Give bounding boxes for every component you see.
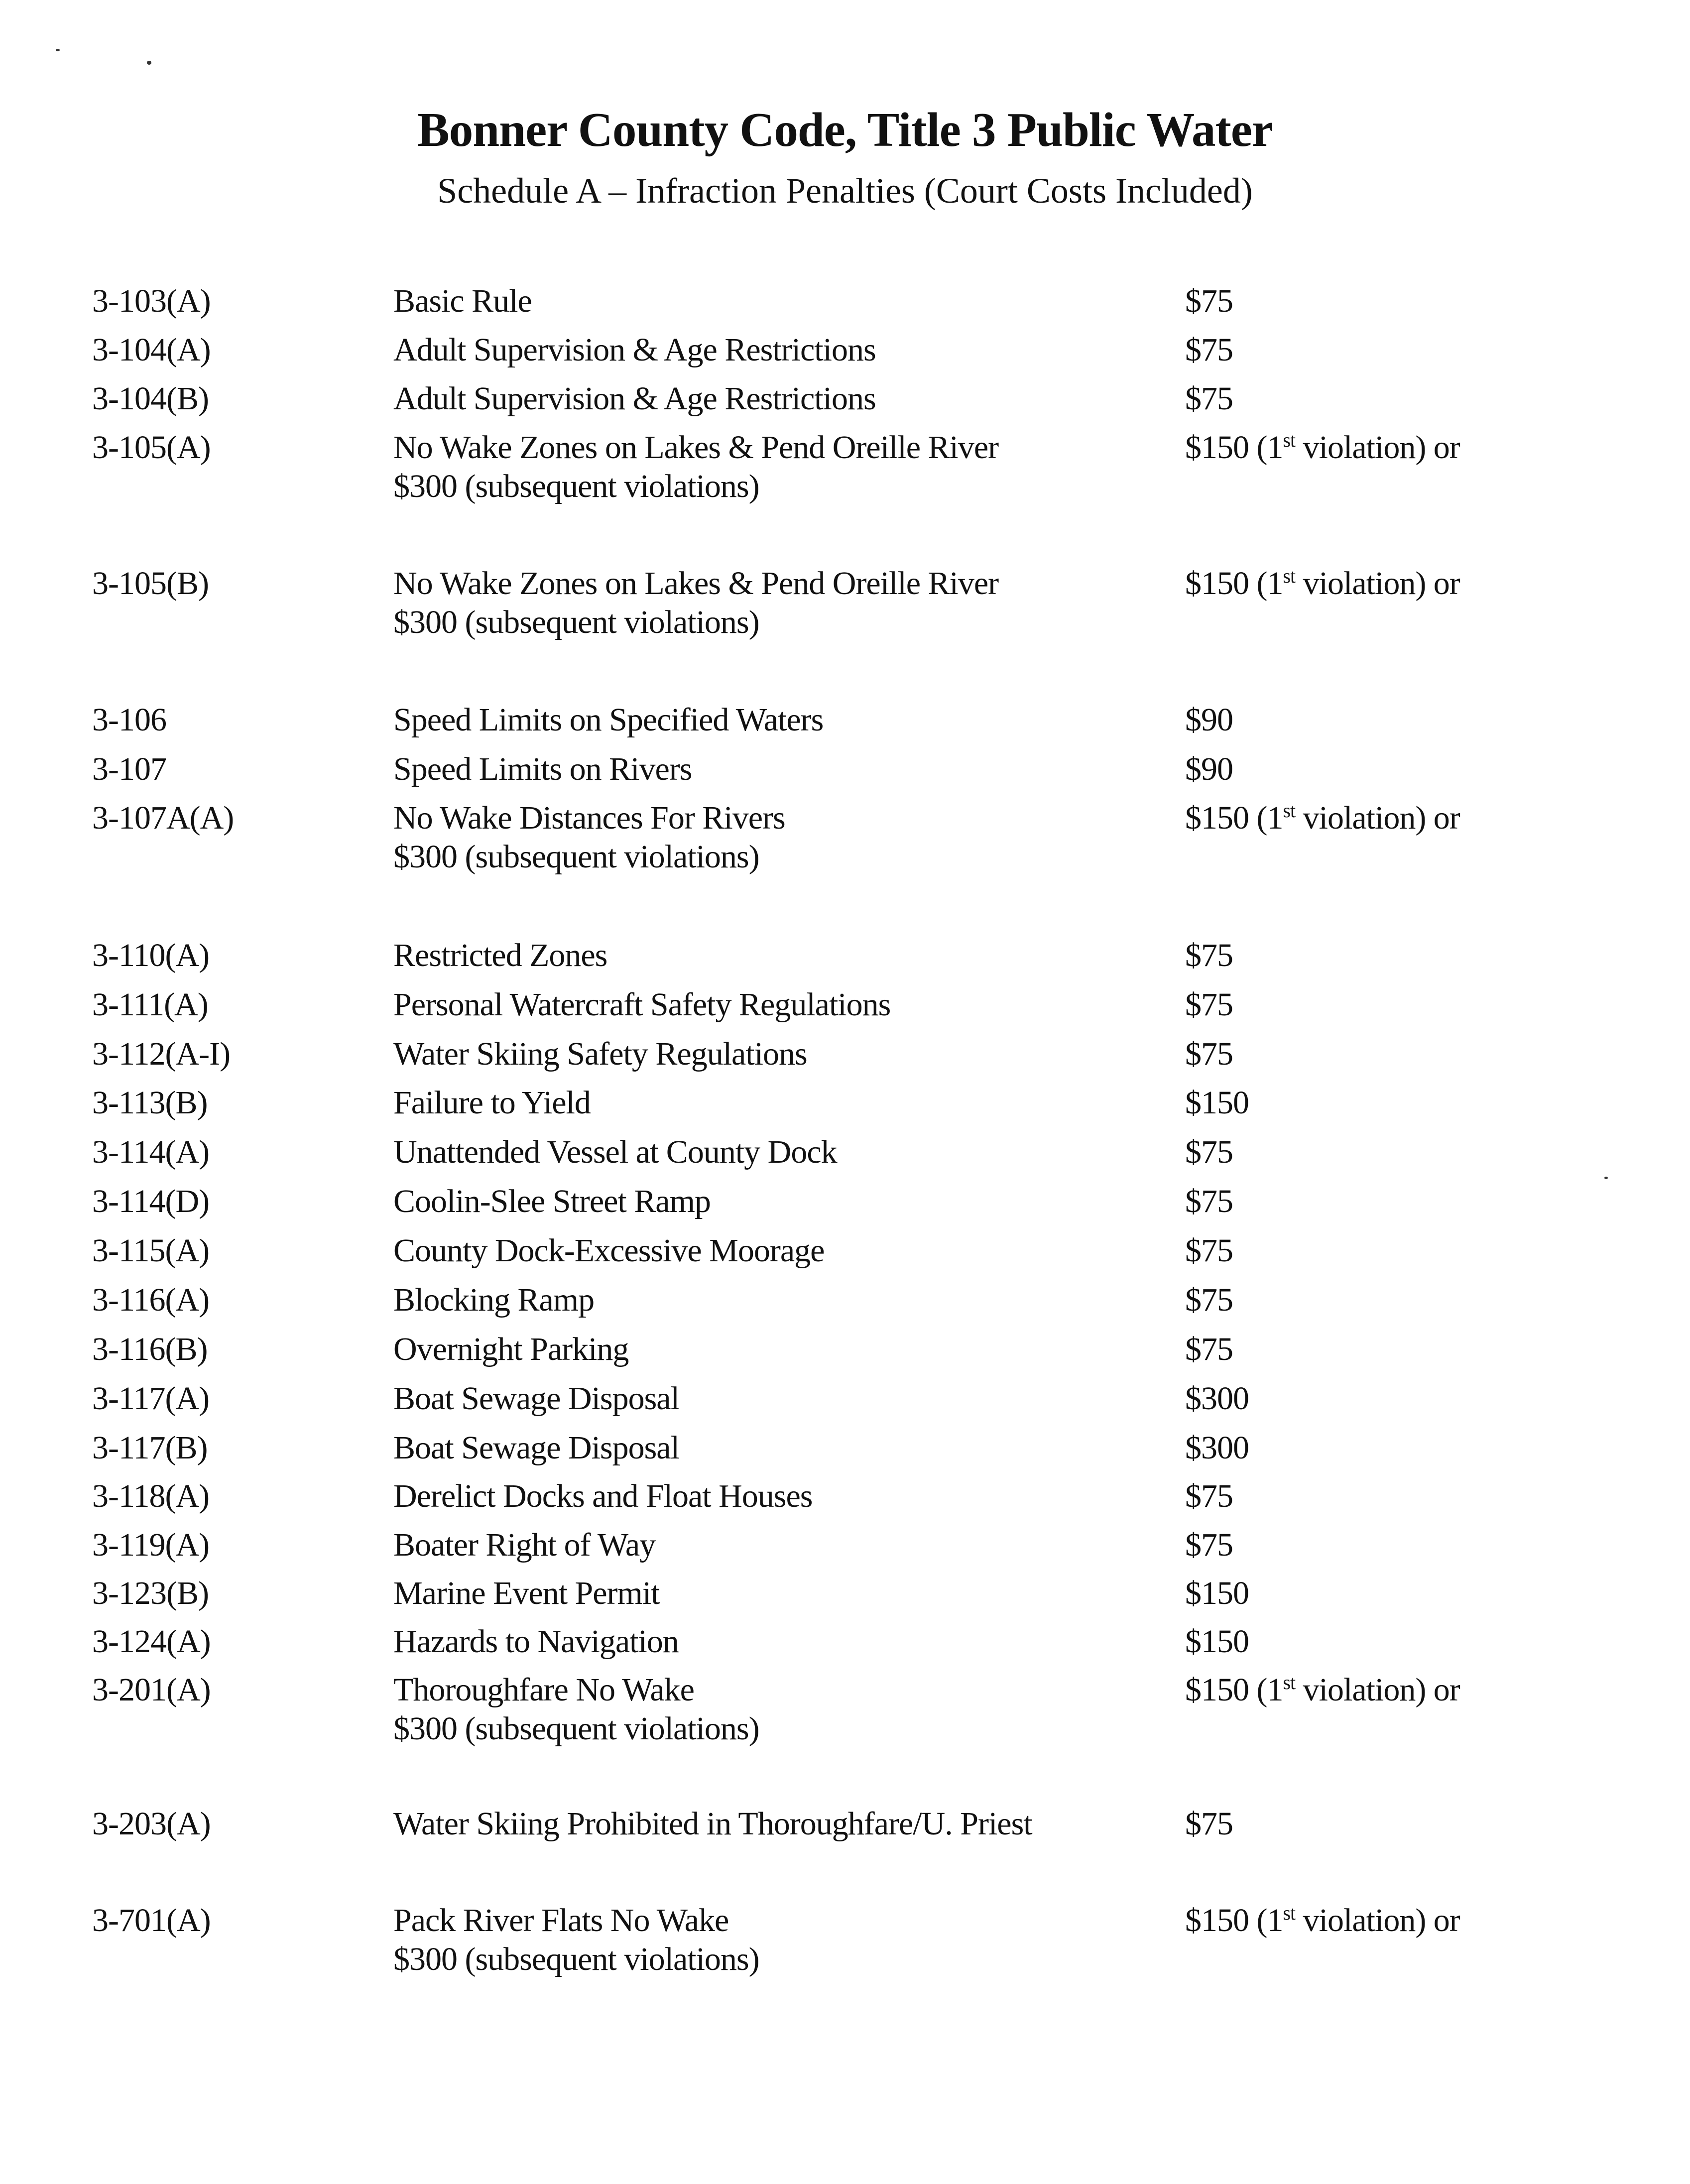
description-cell: Coolin-Slee Street Ramp	[393, 1183, 711, 1219]
code-cell: 3-115(A)	[92, 1232, 210, 1269]
description-continuation: $300 (subsequent violations)	[393, 1710, 759, 1747]
description-cell: Thoroughfare No Wake	[393, 1672, 694, 1708]
amount-cell: $75	[1185, 1527, 1233, 1563]
code-cell: 3-203(A)	[92, 1806, 211, 1842]
description-cell: Personal Watercraft Safety Regulations	[393, 986, 891, 1023]
table-row	[0, 1526, 1690, 1576]
description-cell: Boat Sewage Disposal	[393, 1380, 679, 1417]
description-cell: Restricted Zones	[393, 937, 607, 973]
code-cell: 3-104(B)	[92, 380, 209, 417]
page-title: Bonner County Code, Title 3 Public Water	[417, 103, 1273, 156]
description-continuation: $300 (subsequent violations)	[393, 604, 759, 640]
description-cell: Speed Limits on Rivers	[393, 751, 692, 787]
table-row	[0, 1379, 1690, 1429]
scan-speck	[147, 61, 151, 65]
table-row	[0, 1281, 1690, 1331]
code-cell: 3-114(A)	[92, 1134, 210, 1170]
table-row	[0, 1429, 1690, 1478]
amount-cell: $150	[1185, 1085, 1249, 1121]
table-row	[0, 936, 1690, 986]
table-row	[0, 1133, 1690, 1183]
amount-cell: $75	[1185, 283, 1233, 319]
amount-cell: $75	[1185, 1478, 1233, 1514]
table-row	[0, 428, 1690, 504]
description-cell: Failure to Yield	[393, 1085, 591, 1121]
amount-cell: $75	[1185, 1183, 1233, 1219]
amount-cell: $150 (1st violation) or	[1185, 799, 1460, 836]
description-cell: Speed Limits on Specified Waters	[393, 702, 824, 738]
amount-cell: $75	[1185, 1806, 1233, 1842]
description-cell: Adult Supervision & Age Restrictions	[393, 380, 876, 417]
description-cell: Hazards to Navigation	[393, 1623, 679, 1660]
description-cell: Adult Supervision & Age Restrictions	[393, 332, 876, 368]
code-cell: 3-116(A)	[92, 1282, 210, 1318]
amount-cell: $150	[1185, 1623, 1249, 1660]
table-row	[0, 331, 1690, 380]
table-row	[0, 985, 1690, 1035]
amount-cell: $75	[1185, 1036, 1233, 1072]
code-cell: 3-124(A)	[92, 1623, 211, 1660]
amount-cell: $300	[1185, 1380, 1249, 1417]
description-cell: Overnight Parking	[393, 1331, 629, 1367]
description-cell: Derelict Docks and Float Houses	[393, 1478, 813, 1514]
code-cell: 3-110(A)	[92, 937, 210, 973]
code-cell: 3-117(A)	[92, 1380, 210, 1417]
amount-cell: $150 (1st violation) or	[1185, 429, 1460, 466]
table-row	[0, 1622, 1690, 1672]
code-cell: 3-111(A)	[92, 986, 208, 1023]
code-cell: 3-118(A)	[92, 1478, 210, 1514]
amount-cell: $75	[1185, 1282, 1233, 1318]
description-cell: Boat Sewage Disposal	[393, 1430, 679, 1466]
description-cell: Water Skiing Safety Regulations	[393, 1036, 807, 1072]
amount-cell: $75	[1185, 1331, 1233, 1367]
amount-cell: $75	[1185, 1134, 1233, 1170]
description-cell: No Wake Zones on Lakes & Pend Oreille River	[393, 565, 999, 602]
table-row	[0, 1901, 1690, 1977]
description-continuation: $300 (subsequent violations)	[393, 839, 759, 875]
code-cell: 3-105(A)	[92, 429, 211, 466]
amount-cell: $75	[1185, 937, 1233, 973]
table-row	[0, 1477, 1690, 1527]
code-cell: 3-105(B)	[92, 565, 209, 602]
description-cell: Boater Right of Way	[393, 1527, 656, 1563]
code-cell: 3-112(A-I)	[92, 1036, 231, 1072]
code-cell: 3-107A(A)	[92, 800, 234, 836]
description-cell: Blocking Ramp	[393, 1282, 595, 1318]
description-cell: No Wake Zones on Lakes & Pend Oreille River	[393, 429, 999, 466]
code-cell: 3-114(D)	[92, 1183, 210, 1219]
code-cell: 3-106	[92, 702, 166, 738]
code-cell: 3-119(A)	[92, 1527, 210, 1563]
code-cell: 3-107	[92, 751, 166, 787]
amount-cell: $75	[1185, 986, 1233, 1023]
amount-cell: $90	[1185, 702, 1233, 738]
table-row	[0, 1231, 1690, 1281]
code-cell: 3-201(A)	[92, 1672, 211, 1708]
description-cell: No Wake Distances For Rivers	[393, 800, 785, 836]
code-cell: 3-104(A)	[92, 332, 211, 368]
table-row	[0, 1182, 1690, 1232]
description-cell: Pack River Flats No Wake	[393, 1902, 729, 1939]
amount-cell: $150 (1st violation) or	[1185, 565, 1460, 602]
table-row	[0, 1805, 1690, 1854]
description-cell: County Dock-Excessive Moorage	[393, 1232, 825, 1269]
table-row	[0, 282, 1690, 332]
amount-cell: $150	[1185, 1575, 1249, 1611]
table-row	[0, 701, 1690, 750]
table-row	[0, 1330, 1690, 1380]
table-row	[0, 1084, 1690, 1133]
amount-cell: $150 (1st violation) or	[1185, 1671, 1460, 1708]
amount-cell: $75	[1185, 380, 1233, 417]
amount-cell: $75	[1185, 1232, 1233, 1269]
table-row	[0, 564, 1690, 640]
table-row	[0, 1035, 1690, 1085]
code-cell: 3-123(B)	[92, 1575, 209, 1611]
table-row	[0, 379, 1690, 429]
table-row	[0, 1574, 1690, 1624]
table-row	[0, 1671, 1690, 1747]
amount-cell: $150 (1st violation) or	[1185, 1902, 1460, 1939]
table-row	[0, 750, 1690, 800]
code-cell: 3-701(A)	[92, 1902, 211, 1939]
amount-cell: $75	[1185, 332, 1233, 368]
description-cell: Basic Rule	[393, 283, 532, 319]
code-cell: 3-113(B)	[92, 1085, 208, 1121]
code-cell: 3-117(B)	[92, 1430, 208, 1466]
description-cell: Marine Event Permit	[393, 1575, 660, 1611]
description-cell: Water Skiing Prohibited in Thoroughfare/U. Priest	[393, 1806, 1032, 1842]
description-cell: Unattended Vessel at County Dock	[393, 1134, 837, 1170]
description-continuation: $300 (subsequent violations)	[393, 468, 759, 504]
amount-cell: $300	[1185, 1430, 1249, 1466]
scan-speck	[56, 49, 60, 51]
table-row	[0, 799, 1690, 875]
page-subtitle: Schedule A – Infraction Penalties (Court Costs Included)	[437, 171, 1253, 211]
code-cell: 3-116(B)	[92, 1331, 208, 1367]
code-cell: 3-103(A)	[92, 283, 211, 319]
amount-cell: $90	[1185, 751, 1233, 787]
description-continuation: $300 (subsequent violations)	[393, 1941, 759, 1977]
